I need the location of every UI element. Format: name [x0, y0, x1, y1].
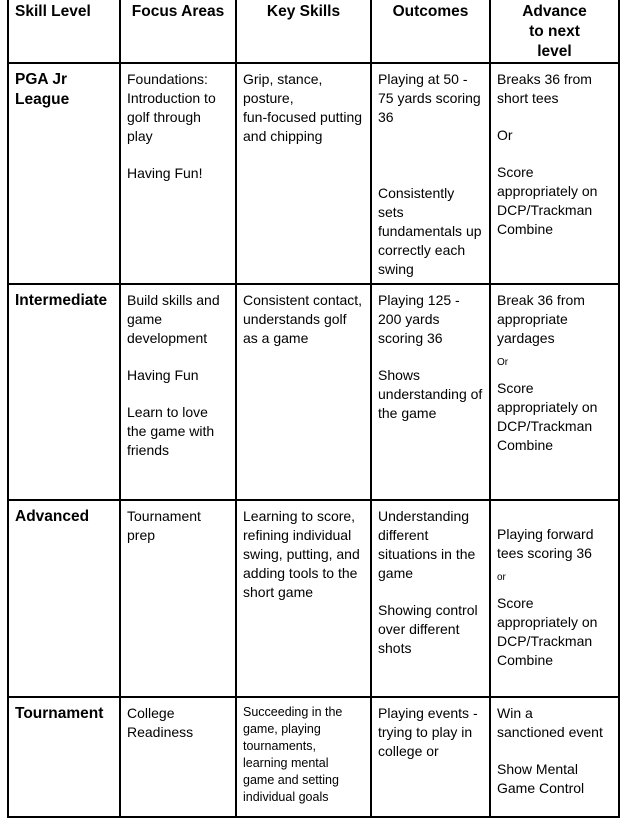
header-advance: Advance to next level: [490, 0, 619, 63]
skill-level-cell: Tournament: [8, 697, 120, 817]
skill-level-cell: Intermediate: [8, 284, 120, 500]
outcomes-cell: Understanding different situations in the game Showing control over different shots: [371, 500, 490, 697]
outcomes-cell: Playing events - trying to play in college or: [371, 697, 490, 817]
table-row: [8, 697, 619, 817]
focus-areas-cell: Tournament prep: [120, 500, 236, 697]
key-skills-cell: Grip, stance, posture, fun-focused putting and chipping: [236, 63, 371, 284]
key-skills-cell: Succeeding in the game, playing tournaments, learning mental game and setting individual goals: [236, 697, 371, 817]
advance-cell: Win a sanctioned event Show Mental Game Control: [490, 697, 619, 817]
header-row: [8, 0, 619, 63]
skill-level-cell: Advanced: [8, 500, 120, 697]
table-row: [8, 284, 619, 500]
table-row: [8, 500, 619, 697]
focus-areas-cell: Foundations: Introduction to golf through play Having Fun!: [120, 63, 236, 284]
skill-level-cell: PGA Jr League: [8, 63, 120, 284]
outcomes-cell: Playing at 50 - 75 yards scoring 36 Consistently sets fundamentals up correctly each swing: [371, 63, 490, 284]
outcomes-cell: Playing 125 - 200 yards scoring 36 Shows understanding of the game: [371, 284, 490, 500]
advance-cell: Playing forward tees scoring 36 or Score appropriately on DCP/Trackman Combine: [490, 500, 619, 697]
header-outcomes: Outcomes: [371, 0, 490, 63]
key-skills-cell: Consistent contact, understands golf as a game: [236, 284, 371, 500]
key-skills-cell: Learning to score, refining individual swing, putting, and adding tools to the short game: [236, 500, 371, 697]
focus-areas-cell: College Readiness: [120, 697, 236, 817]
table-row: [8, 63, 619, 284]
focus-areas-cell: Build skills and game development Having Fun Learn to love the game with friends: [120, 284, 236, 500]
header-key-skills: Key Skills: [236, 0, 371, 63]
skill-level-table: [7, 0, 620, 818]
advance-cell: Breaks 36 from short tees Or Score appropriately on DCP/Trackman Combine: [490, 63, 619, 284]
header-focus-areas: Focus Areas: [120, 0, 236, 63]
header-skill-level: Skill Level: [8, 0, 120, 63]
advance-cell: Break 36 from appropriate yardages Or Score appropriately on DCP/Trackman Combine: [490, 284, 619, 500]
